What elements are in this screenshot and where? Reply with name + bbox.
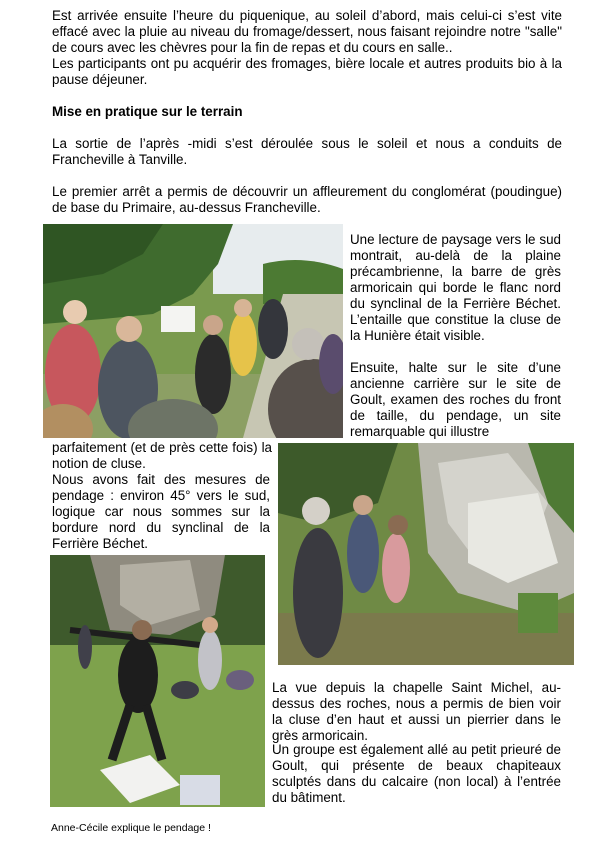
paragraph-landscape-reading: Une lecture de paysage vers le sud montrait, au-delà de la plaine précambrienne, la barre de grès armoricain qui borde le flanc nord du synclinal de la Ferrière Béchet. L’entaille que constitue la cluse de la Hunière était visible. (350, 232, 561, 343)
photo-quarry-rocks (278, 443, 574, 665)
section-heading: Mise en pratique sur le terrain (52, 104, 243, 119)
paragraph-chapel-view: La vue depuis la chapelle Saint Michel, au-dessus des roches, nous a permis de bien voir la cluse d’en haut et aussi un pierrier dans le grès armoricain. (272, 680, 561, 743)
photo-group-landscape (43, 224, 343, 438)
paragraph-picnic: Est arrivée ensuite l’heure du piquenique, au soleil d’abord, mais celui-ci s’est vite effacé avec la pluie au niveau du fromage/dessert, nous faisant rejoindre notre "salle" de cours avec les chèvres pour la fin de repas et du cours en salle.. (52, 8, 562, 55)
photo-caption: Anne-Cécile explique le pendage ! (51, 821, 211, 834)
paragraph-quarry: Ensuite, halte sur le site d’une ancienne carrière sur le site de Goult, examen des roches du front de taille, du pendage, un site remarquable qui illustre (350, 360, 561, 439)
paragraph-first-stop: Le premier arrêt a permis de découvrir un affleurement du conglomérat (poudingue) de base du Primaire, au-dessus Francheville. (52, 184, 562, 215)
paragraph-cluse: parfaitement (et de près cette fois) la notion de cluse. (52, 440, 272, 471)
paragraph-priory: Un groupe est également allé au petit prieuré de Goult, qui présente de beaux chapiteaux sculptés dans du calcaire (non local) à l’entrée du bâtiment. (272, 742, 561, 805)
paragraph-afternoon: La sortie de l’après -midi s’est déroulée sous le soleil et nous a conduits de Francheville à Tanville. (52, 136, 562, 167)
paragraph-measurements: Nous avons fait des mesures de pendage : environ 45° vers le sud, logique car nous sommes sur la bordure nord du synclinal de la Ferrière Béchet. (52, 472, 270, 551)
photo-explaining-dip (50, 555, 265, 807)
paragraph-products: Les participants ont pu acquérir des fromages, bière locale et autres produits bio à la pause déjeuner. (52, 56, 562, 87)
